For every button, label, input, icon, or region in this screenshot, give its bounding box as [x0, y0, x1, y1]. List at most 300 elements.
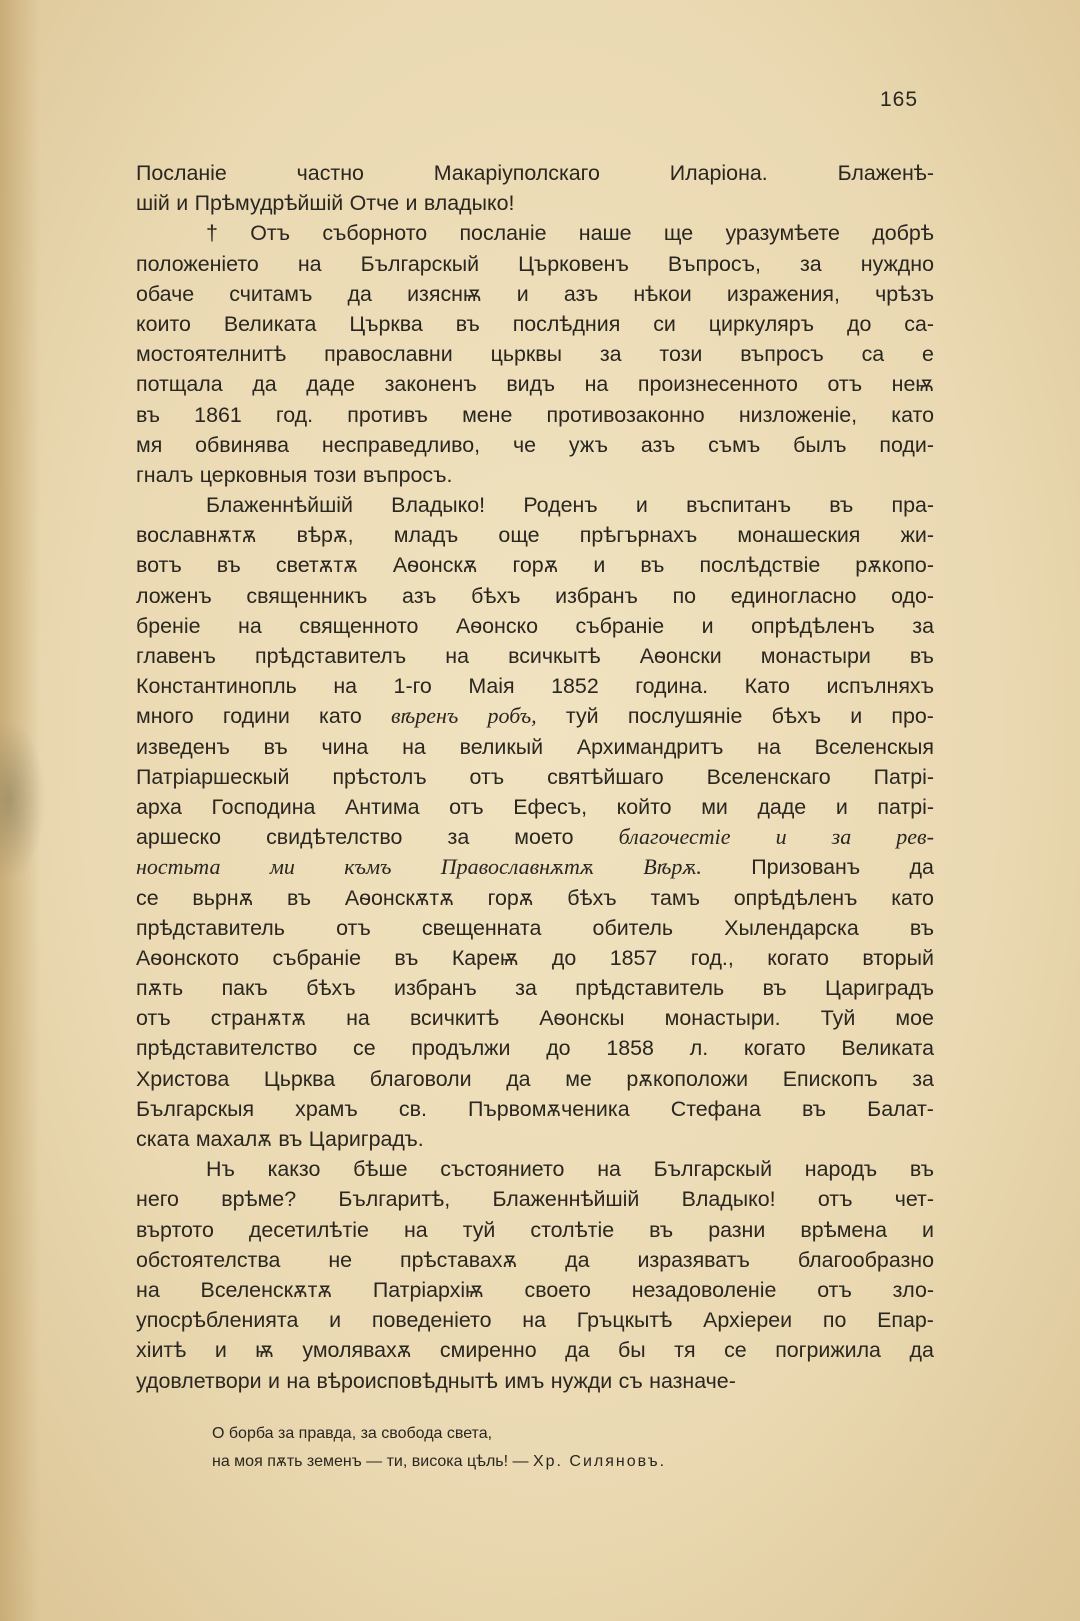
word: Стефана: [670, 1096, 761, 1121]
word: туй: [462, 1217, 496, 1242]
word: на: [597, 1157, 621, 1182]
word: десетилѣтіе: [248, 1217, 369, 1242]
word: Църковенъ: [518, 251, 629, 276]
word: се: [353, 1036, 376, 1061]
word: прѣстолъ: [332, 764, 427, 789]
word: мене: [462, 402, 513, 427]
word: монашеския: [737, 523, 861, 548]
word: че: [512, 432, 537, 457]
word: бреніе: [136, 613, 201, 638]
word: пра-: [891, 493, 934, 518]
word: до: [546, 1036, 571, 1061]
text-line: [136, 460, 934, 490]
word: бѣше: [353, 1157, 408, 1182]
word: въртото: [136, 1217, 214, 1242]
word: на: [286, 1368, 311, 1393]
word: Българскый: [360, 251, 480, 276]
word: погрижила: [775, 1338, 881, 1363]
word: Великата: [223, 311, 317, 336]
word: про-: [891, 704, 934, 729]
word: тя: [674, 1338, 696, 1363]
text-line: [136, 701, 934, 731]
word: и: [267, 1368, 280, 1393]
word: бѣхъ: [306, 976, 356, 1001]
text-line: [136, 611, 934, 641]
word: православни: [324, 342, 453, 367]
text-line: [136, 943, 934, 973]
word: и: [775, 824, 787, 850]
word: благоволи: [369, 1066, 472, 1091]
text-line: [136, 339, 934, 369]
word: Владыко!: [391, 493, 486, 518]
word: единогласно: [730, 583, 857, 608]
word: много: [136, 704, 194, 729]
word: ѭ: [255, 1338, 274, 1363]
text-line: [136, 1366, 934, 1396]
word: Архимандритъ: [576, 734, 724, 759]
word: гналъ: [136, 462, 194, 487]
word: събраніе: [575, 613, 665, 638]
word: ми: [269, 854, 295, 880]
word: Туй: [820, 1006, 856, 1031]
word: обвинява: [195, 432, 290, 457]
word: год.,: [690, 945, 734, 970]
word: да: [565, 1338, 590, 1363]
word: и: [405, 191, 418, 216]
word: 1-го: [393, 674, 432, 699]
word: зло-: [892, 1277, 934, 1302]
word: отъ: [449, 794, 484, 819]
word: главенъ: [136, 644, 216, 668]
word: и: [701, 613, 714, 638]
word: Аѳонскѫ: [392, 553, 478, 578]
word: Аѳонскы: [539, 1006, 625, 1031]
paper-stain: [0, 720, 46, 880]
text-line: [136, 732, 934, 762]
text-line: [136, 913, 934, 943]
word: който: [616, 794, 672, 819]
word: Аѳонското: [136, 945, 240, 970]
word: отъ: [817, 1187, 853, 1212]
word: Като: [744, 674, 790, 699]
word: да: [347, 281, 372, 306]
word: по: [822, 1308, 847, 1333]
word: разни: [708, 1217, 766, 1242]
word: жи-: [900, 523, 934, 548]
word: на: [346, 1006, 370, 1031]
word: туй: [565, 704, 599, 729]
word: горѫ: [487, 885, 534, 910]
word: благочестіе: [618, 824, 731, 850]
word: святѣйшаго: [547, 764, 664, 789]
word: Епар-: [877, 1308, 934, 1333]
word: са-: [904, 311, 934, 336]
word: Посланіе: [136, 161, 227, 185]
word: чина: [321, 734, 369, 759]
text-line: [136, 520, 934, 550]
word: Блаженнѣйшій: [492, 1187, 640, 1212]
word: бы: [618, 1338, 646, 1363]
word: и: [329, 1308, 342, 1333]
word: и: [516, 281, 529, 306]
word: вторый: [862, 945, 934, 970]
word: опрѣдѣленъ: [733, 885, 858, 910]
word: Патріаршескый: [136, 764, 290, 789]
word: нѣкои: [633, 281, 692, 306]
word: назначе-: [649, 1368, 736, 1393]
text-line: [136, 883, 934, 913]
word: ми: [701, 794, 728, 819]
epigraph-line-2: [212, 1448, 666, 1476]
word: въ: [263, 734, 288, 759]
word: пакъ: [221, 976, 268, 1001]
text-line: [136, 1124, 934, 1154]
word: патрі-: [877, 794, 934, 819]
word: упосрѣбленията: [136, 1308, 299, 1333]
word: Отъ: [250, 221, 291, 246]
word: Кареѭ: [451, 945, 519, 970]
word: свещенната: [421, 915, 542, 940]
word: избранъ: [555, 583, 638, 608]
word: произнесенното: [637, 372, 798, 397]
word: какзо: [267, 1157, 321, 1182]
word: като: [891, 402, 934, 427]
word: мое: [895, 1006, 934, 1031]
word: като: [319, 704, 362, 729]
word: л.: [689, 1036, 709, 1061]
word: обстоятелства: [136, 1247, 281, 1272]
word: былъ: [793, 432, 847, 457]
word: не: [328, 1247, 353, 1272]
word: махалѫ: [195, 1127, 272, 1151]
word: до: [846, 311, 872, 336]
word: послѣдния: [512, 311, 621, 336]
text-line: [136, 279, 934, 309]
text-line: [136, 1033, 934, 1063]
word: на: [522, 1308, 546, 1333]
word: година.: [635, 674, 709, 699]
text-line: [136, 249, 934, 279]
text-line: [136, 1184, 934, 1214]
word: мя: [136, 432, 163, 457]
word: азъ: [640, 432, 676, 457]
word: испълняхъ: [826, 674, 934, 699]
word: него: [136, 1187, 179, 1212]
word: ме: [565, 1066, 592, 1091]
word: Ефесъ,: [513, 794, 588, 819]
word: обаче: [136, 281, 195, 306]
word: видъ: [506, 372, 556, 397]
word: частно: [296, 161, 364, 185]
word: ностьта: [136, 854, 221, 880]
word: своето: [524, 1277, 591, 1302]
word: всичкытѣ: [508, 644, 601, 668]
word: низложеніе,: [738, 402, 858, 427]
word: и: [214, 1338, 227, 1363]
word: отъ: [469, 764, 505, 789]
word: Господина: [211, 794, 316, 819]
word: свидѣтелство: [266, 825, 403, 850]
word: смиренно: [439, 1338, 537, 1363]
text-line: [136, 1215, 934, 1245]
word: пѫть: [136, 976, 184, 1001]
word: за: [515, 976, 537, 1001]
word: се: [724, 1338, 747, 1363]
word: отъ: [827, 372, 863, 397]
word: наше: [578, 221, 632, 246]
word: нужди: [550, 1368, 613, 1393]
word: незадоволеніе: [631, 1277, 777, 1302]
text-line: [136, 762, 934, 792]
word: на: [238, 613, 262, 638]
word: цьрквы: [490, 342, 562, 367]
word: моето: [514, 825, 574, 850]
text-line: [136, 309, 934, 339]
word: посланіе: [459, 221, 547, 246]
word: къмъ: [344, 854, 392, 880]
word: Блаженнѣйшій: [206, 493, 353, 518]
word: Аѳонскѫтѫ: [344, 885, 454, 910]
page-number: 165: [880, 88, 919, 111]
text-line: [136, 1003, 934, 1033]
word: въ: [762, 976, 787, 1001]
word: 1852: [551, 674, 599, 699]
text-line: [136, 550, 934, 580]
word: изяснѭ: [407, 281, 482, 306]
word: ще: [663, 221, 694, 246]
word: прѣдставитель: [136, 915, 285, 940]
word: да: [909, 855, 934, 880]
word: несправедливо,: [321, 432, 481, 457]
word: горѫ: [512, 553, 559, 578]
text-line: [136, 581, 934, 611]
word: на: [584, 372, 609, 397]
word: изразяватъ: [637, 1247, 750, 1272]
text-line: [136, 1094, 934, 1124]
word: за: [912, 613, 934, 638]
word: съ: [618, 1368, 643, 1393]
word: робъ,: [487, 703, 537, 729]
word: на: [402, 734, 426, 759]
text-line: [136, 641, 934, 671]
text-line: [136, 973, 934, 1003]
word: чрѣзъ: [875, 281, 934, 306]
word: столѣтіе: [530, 1217, 615, 1242]
word: аршеско: [136, 825, 222, 850]
word: азъ: [563, 281, 599, 306]
word: Патріархіѭ: [372, 1277, 484, 1302]
word: считамъ: [229, 281, 313, 306]
word: въ: [649, 1217, 674, 1242]
word: ужъ: [568, 432, 608, 457]
word: за: [912, 1066, 934, 1091]
word: и: [922, 1217, 934, 1242]
word: Иларіона.: [669, 161, 768, 185]
text-line: [136, 1154, 934, 1184]
word: Отче: [349, 191, 400, 216]
word: на: [333, 674, 358, 699]
word: е: [922, 342, 934, 367]
word: въпросъ: [740, 342, 824, 367]
word: уразумѣете: [725, 221, 840, 246]
word: въ: [278, 1127, 303, 1151]
word: Цариградъ: [824, 976, 934, 1001]
text-line: [136, 1305, 934, 1335]
word: на: [445, 644, 469, 668]
word: Епископъ: [782, 1066, 878, 1091]
word: шій: [136, 191, 170, 216]
word: Аѳонско: [455, 613, 539, 638]
word: въ: [909, 644, 934, 668]
word: въпросъ.: [363, 462, 453, 487]
word: на: [757, 734, 781, 759]
word: прѣдставителъ: [255, 644, 407, 668]
word: Великата: [841, 1036, 934, 1061]
word: монастыри: [760, 644, 871, 668]
word: Блаженѣ-: [837, 161, 934, 185]
word: положеніето: [136, 251, 259, 276]
word: светѫтѫ: [275, 553, 358, 578]
word: си: [653, 311, 676, 336]
word: въ: [802, 1096, 827, 1121]
word: год.: [275, 402, 314, 427]
epigraph-line-2-text: на моя пѫть земенъ — ти, висока цѣль! —: [212, 1453, 529, 1470]
word: монастыри.: [664, 1006, 781, 1031]
text-line: [136, 852, 934, 882]
text-line: [136, 1245, 934, 1275]
word: на: [403, 1217, 428, 1242]
word: този: [659, 342, 703, 367]
text-line: [136, 1064, 934, 1094]
word: врѣме?: [221, 1187, 297, 1212]
word: въ: [829, 493, 854, 518]
word: и: [835, 794, 848, 819]
word: чет-: [894, 1187, 934, 1212]
word: когато: [743, 1036, 806, 1061]
word: арха: [136, 794, 182, 819]
word: да: [252, 372, 277, 397]
word: Маія: [468, 674, 515, 699]
word: избранъ: [394, 976, 477, 1001]
text-line: [136, 188, 934, 218]
word: Вселенскаго: [706, 764, 831, 789]
word: прѣставахѫ: [400, 1247, 518, 1272]
word: по: [672, 583, 697, 608]
word: Вселенскѫтѫ: [200, 1277, 333, 1302]
word: Българскыя: [136, 1096, 255, 1121]
word: послушяніе: [627, 704, 743, 729]
word: даде: [306, 372, 356, 397]
word: години: [222, 704, 290, 729]
word: имъ: [504, 1368, 545, 1393]
word: Първомѫченика: [468, 1096, 630, 1121]
word: се: [136, 885, 159, 910]
word: Антима: [345, 794, 420, 819]
word: странѫтѫ: [210, 1006, 306, 1031]
word: въспитанъ: [686, 493, 791, 518]
word: Българитѣ,: [338, 1187, 451, 1212]
word: Патрі-: [873, 764, 934, 789]
word: събраніе: [272, 945, 362, 970]
word: бѣхъ: [471, 583, 521, 608]
text-line: [136, 369, 934, 399]
word: отъ: [136, 1006, 171, 1031]
word: рѫкоположи: [626, 1066, 749, 1091]
word: рев-: [896, 824, 934, 850]
word: законенъ: [384, 372, 477, 397]
word: и: [850, 704, 863, 729]
word: добрѣ: [872, 221, 934, 246]
text-line: [136, 490, 934, 520]
word: Вѣрѫ.: [643, 854, 702, 880]
word: които: [136, 311, 191, 336]
word: този: [313, 462, 357, 487]
word: мостоятелнитѣ: [136, 342, 287, 367]
word: церковныя: [199, 462, 308, 487]
text-line: [136, 158, 934, 188]
word: за: [831, 824, 852, 850]
text-line: [136, 430, 934, 460]
word: младъ: [393, 523, 459, 548]
word: и: [635, 493, 648, 518]
word: Прѣмудрѣйшій: [194, 191, 344, 216]
word: изражения,: [726, 281, 840, 306]
epigraph: [212, 1420, 666, 1476]
word: Вселенскыя: [814, 734, 934, 759]
word: отъ: [336, 915, 371, 940]
word: поведеніето: [371, 1308, 492, 1333]
word: въ: [136, 402, 161, 427]
word: въ: [216, 553, 241, 578]
text-line: [136, 400, 934, 430]
word: обитель: [592, 915, 674, 940]
word: въ: [909, 915, 934, 940]
word: въ: [287, 885, 312, 910]
word: да: [565, 1247, 590, 1272]
word: и: [593, 553, 606, 578]
word: състоянието: [440, 1157, 565, 1182]
word: 1857: [609, 945, 658, 970]
word: Православнѫтѫ: [440, 854, 594, 880]
word: отъ: [817, 1277, 852, 1302]
word: владыко!: [423, 191, 515, 216]
text-line: [136, 792, 934, 822]
word: всичкитѣ: [409, 1006, 500, 1031]
word: Въпросъ,: [667, 251, 761, 276]
word: †: [206, 221, 218, 246]
word: въ: [640, 553, 665, 578]
word: послѣдствіе: [699, 553, 821, 578]
word: Аѳонски: [639, 644, 722, 668]
word: и: [176, 191, 189, 216]
word: 1858: [606, 1036, 654, 1061]
word: да: [506, 1066, 531, 1091]
body-text: [136, 158, 934, 1396]
word: священното: [299, 613, 419, 638]
word: Цариградъ.: [308, 1127, 424, 1151]
word: за: [447, 825, 470, 850]
word: противозаконно: [546, 402, 705, 427]
word: азъ: [402, 583, 437, 608]
word: хіитѣ: [136, 1338, 187, 1363]
word: за: [599, 342, 622, 367]
text-line: [136, 1335, 934, 1365]
word: бѣхъ: [567, 885, 617, 910]
word: Нъ: [206, 1157, 235, 1182]
word: Архіереи: [703, 1308, 793, 1333]
word: врѣмена: [800, 1217, 888, 1242]
word: Хылендарска: [724, 915, 859, 940]
